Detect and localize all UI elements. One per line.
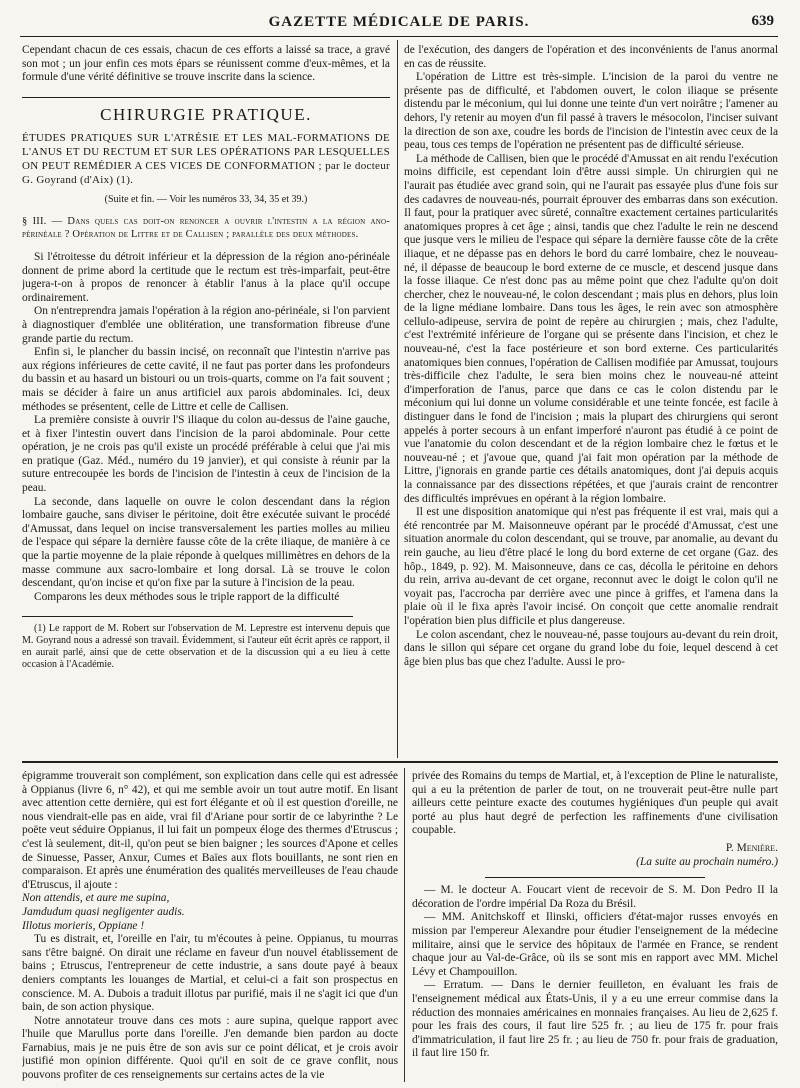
article-subheading: § III. — Dans quels cas doit-on renoncer a ouvrir l'intestin a la région ano-périnéale ? Opération de Littre et de Callisen ; parallèle des deux méthodes.: [22, 215, 390, 240]
article-paragraph: Enfin si, le plancher du bassin incisé, on reconnaît que l'intestin n'arrive pas aux régions inférieures de cette cavité, il ne faut pas porter dans les profondeurs du bassin et au hasard un bistouri ou un trois-quarts, comme on l'a fait souvent ; mais se décider à faire un anus artificiel aux parois abdominales. Ici, deux méthodes se présentent, celle de Littre et celle de Callisen.: [22, 346, 390, 413]
feuilleton-paragraph: épigramme trouverait son complément, son explication dans celle qui est adressée à Oppianus (livre 6, n° 42), et qui me semble avoir un tout autre motif. En lisant avec attention cette dernière, qui est fort élégante et où il est question d'oreille, ne nous viendrait-elle pas en aide, vrai fil d'Ariane pour sortir de ce labyrinthe ? Le poëte veut séduire Oppianus, il lui fait un pompeux éloge des thermes d'Etruscus ; c'est là seulement, dit-il, qu'on peut se bien baigner ; les sources d'Apone et celles de Sinuesse, Passer, Anxur, Cumes et Baïes aux flots bouillants, ne sont rien en comparaison. Et après une énumération des qualités merveilleuses de l'eau chaude d'Etruscus, il ajoute :: [22, 770, 398, 891]
article-paragraph: Comparons les deux méthodes sous le triple rapport de la difficulté: [34, 590, 340, 603]
page-number: 639: [751, 13, 774, 29]
article-paragraph: de l'exécution, des dangers de l'opération et des inconvénients de l'anus anormal en cas de réussite.: [404, 44, 778, 70]
journal-title: GAZETTE MÉDICALE DE PARIS.: [268, 14, 530, 30]
author-signature: P. Menière.: [725, 841, 778, 854]
feuilleton-column-divider: [404, 768, 405, 1082]
intro-paragraph: Cependant chacun de ces essais, chacun de ces efforts a laissé sa trace, a gravé son mot ; un jour enfin ces mots épars se réunissent comme d'eux-mêmes, et la formule d'une vérité définitive se trouve inscrite dans la science.: [22, 44, 390, 84]
section-divider: [22, 97, 390, 98]
article-title: ÉTUDES PRATIQUES SUR L'ATRÉSIE ET LES MAL-FORMATIONS DE L'ANUS ET DU RECTUM ET SUR LES OPÉRATIONS PAR LESQUELLES ON PEUT REMÉDIER A CES VICES DE CONFORMATION ; par le docteur G. Goyrand (d'Aix) (1).: [22, 132, 390, 187]
article-paragraph: L'opération de Littre est très-simple. L'incision de la paroi du ventre ne présente pas de difficulté, et l'abdomen ouvert, le colon iliaque se présente distendu par le méconium, qui lui donne une teinte d'un vert noirâtre ; l'amener au dehors, l'y retenir au moyen d'un fil passé à travers le mésocolon, l'inciser suivant la direction de son axe, coudre les bords de l'incision de l'intestin avec ceux de la peau, tous ces temps de l'opération ne présentent pas de difficulté sérieuse.: [404, 71, 778, 152]
article-paragraph: Il est une disposition anatomique qui n'est pas fréquente il est vrai, mais qui a été rencontrée par M. Maisonneuve opérant par le procédé d'Amussat, c'est une situation anormale du colon descendant, qui se trouve, par anomalie, au devant du rein gauche, au lieu d'être placé le long du bord externe de cet organe (Gaz. des hôp., 1849, p. 92). M. Maisonneuve, dans ce cas, décolla le péritoine en dehors du rein, arriva au-devant de cet organe, reconnut avec le doigt le colon qu'il ne voyait pas, l'accrocha par derrière avec une pince à griffes, et l'amena dans la plaie où il le fixa après l'avoir incisé. On conçoit que cette anomalie rendrait l'opération bien plus difficile et plus dangereuse.: [404, 506, 778, 627]
article-paragraph: La méthode de Callisen, bien que le procédé d'Amussat en ait rendu l'exécution moins difficile, est cependant loin d'être aussi simple. Un chirurgien qui ne l'aurait pas étudiée avec grand soin, qui ne l'aurait pas essayée plus d'une fois sur des cadavres de nouveau-nés, pourrait éprouver des embarras dans son exécution. Il faut, pour la pratiquer avec sûreté, connaître exactement certaines particularités anatomiques propres à cet âge ; ainsi, tandis que chez l'adulte le rein ne descend que jusque vers le milieu de l'espace qui sépare la dernière fausse côte de la crête iliaque, et ne dépasse pas en dehors le bord du carré lombaire, chez le nouveau-né, il dépasse de beaucoup le bord externe de ce muscle, et descend jusque dans la fosse iliaque. Ce n'est donc pas au même point que chez l'adulte qu'on doit chercher, chez le nouveau-né, le colon descendant ; mais plus en dehors, plus loin de la ligne médiane lombaire. Dans tous les âges, le rein avec son atmosphère cellulo-adipeuse, servira de point de repère au chirurgien ; mais, chez l'adulte, c'est l'extrémité inférieure de l'organe qui se présente dans l'incision, et chez le nouveau-né, c'est la face postérieure et son bord externe. Ces particularités anatomiques bien connues, l'opération de Callisen modifiée par Amussat, toujours très-difficile chez l'adulte, le sera bien moins chez le nouveau-né atteint d'imperforation de l'anus, parce que dans ce cas le colon distendu par le méconium qui lui donne un volume considérable et une teinte foncée, est facile à distinguer dans le fond de l'incision ; mais la plupart des chirurgiens qui seront appelés à porter secours à un enfant imperforé n'auront pas étudié à ce point de vue l'anatomie du colon descendant et de la région lombaire chez le fœtus et le nouveau-né ; et j'avoue que, quand j'ai fait mon opération par la méthode de Littre, j'ignorais en grande partie ces détails anatomiques, dont j'ai depuis acquis la connaissance par des dissections répétées, et que j'aurais craint de rencontrer des difficultés imprévues en opérant à la région lombaire.: [404, 152, 778, 505]
article-continuation-note: (Suite et fin. — Voir les numéros 33, 34, 35 et 39.): [104, 194, 308, 206]
feuilleton-divider: [22, 761, 778, 763]
article-paragraph: Si l'étroitesse du détroit inférieur et la dépression de la région ano-périnéale donnent de prime abord la certitude que le rectum est très-imparfait, peut-être jugera-t-on à propos de renoncer à établir l'anus à la place qu'il occupe ordinairement.: [22, 250, 390, 304]
top-left-column: [22, 44, 390, 724]
feuilleton-paragraph: privée des Romains du temps de Martial, et, à l'exception de Pline le naturaliste, qui a eu la prétention de parler de tout, on ne trouverait peut-être nulle part ailleurs cette peinture exacte des coutumes hygiéniques d'un peuple qui avait porté au plus haut degré de perfection les raffinements d'une civilisation coupable.: [412, 770, 778, 837]
article-paragraph: On n'entreprendra jamais l'opération à la région ano-périnéale, si l'on parvient à diagnostiquer d'emblée une oblitération, une transformation fibreuse d'une grande partie du rectum.: [22, 305, 390, 345]
news-item: — MM. Anitchskoff et Ilinski, officiers d'état-major russes envoyés en mission par l'empereur Alexandre pour étudier l'enseignement de la médecine militaire, ainsi que le service des hôpitaux de l'armée en France, se rendent chaque jour au Val-de-Grâce, où ils se sont mis en rapport avec MM. Michel Lévy et Champouillon.: [412, 911, 778, 978]
latin-verse-line: Illotus morieris, Oppiane !: [22, 919, 145, 932]
article-paragraph: La seconde, dans laquelle on ouvre le colon descendant dans la région lombaire gauche, sans diviser le péritoine, doit être exécutée suivant le procédé d'Amussat, dans lequel on incise transversalement les parties molles au milieu de l'espace qui sépare la dernière fausse côte de la crête iliaque, de manière à ce que la partie moyenne de la plaie réponde à quelques millimètres en dehors de la masse commune aux sacro-lombaire et long dorsal. Là se trouve le colon descendant, qu'on incise et qu'on fixe par la suture à l'incision de la peau.: [22, 495, 390, 590]
feuilleton-right-column: [412, 770, 778, 1082]
footnote-divider: [22, 616, 353, 617]
article-paragraph: La première consiste à ouvrir l'S iliaque du colon au-dessus de l'aine gauche, et à fixer l'intestin ouvert dans l'incision de la paroi abdominale. Pour cette opération, je ne crois pas qu'il existe un procédé préférable à celui que j'ai mis en pratique (Gaz. Méd., numéro du 19 janvier), et qui consiste à réunir par la suture entrecoupée les bords de l'incision de l'intestin à ceux de l'incision de la peau.: [22, 414, 390, 495]
feuilleton-paragraph: Tu es distrait, et, l'oreille en l'air, tu m'écoutes à peine. Oppianus, tu mourras sans t'être baigné. On dirait une réclame en faveur d'un nouvel établissement de bains ; Etruscus, l'entrepreneur de cette industrie, a sans doute payé à beaux deniers comptants les louanges de Martial, et celui-ci a fait son prospectus en conscience. M. A. Dubois a traduit illotus par purifié, mais il ne s'agit ici que d'un bain, de son action physique.: [22, 933, 398, 1014]
section-title: CHIRURGIE PRATIQUE.: [100, 104, 312, 124]
news-item: — Erratum. — Dans le dernier feuilleton, en évaluant les frais de l'enseignement médical aux États-Unis, il y a eu une erreur commise dans la réduction des monnaies américaines en monnaies françaises. Au lieu de 2,625 f. pour les frais des cours, il faut lire 525 fr. ; au lieu de 175 fr. pour frais d'immatriculation, il faut lire 25 fr. ; au lieu de 750 fr. pour frais de graduation, il faut lire 150 fr.: [412, 979, 778, 1060]
footnote: (1) Le rapport de M. Robert sur l'observation de M. Leprestre est intervenu depuis que M. Goyrand nous a adressé son travail. Évidemment, si l'auteur eût écrit après ce rapport, il en aurait parlé, ainsi que de cette observation et de la discussion qui a eu lieu à cette occasion à l'Académie.: [22, 623, 390, 671]
news-divider: [485, 877, 705, 878]
top-right-column: [404, 44, 778, 756]
feuilleton-left-column: [22, 770, 398, 1082]
article-paragraph: Le colon ascendant, chez le nouveau-né, passe toujours au-devant du rein droit, dans le sillon qui sépare cet organe du grand lobe du foie, lequel descend à cet âge bien plus bas que chez l'adulte. Aussi le pro-: [404, 628, 778, 668]
feuilleton-paragraph: Notre annotateur trouve dans ces mots : aure supina, quelque rapport avec l'huile que Marullus porte dans l'oreille. J'en demande bien pardon au docte Farnabius, mais je ne puis être de son avis sur ce point délicat, et je crois avoir justifié mon opinion différente. Quoi qu'il en soit de ce grave conflit, nous pouvons profiter de ces renseignements sur certains actes de la vie: [22, 1014, 398, 1082]
latin-verse-line: Jamdudum quasi negligenter audis.: [22, 905, 185, 918]
continued-note: (La suite au prochain numéro.): [636, 855, 778, 868]
page-header: [20, 10, 778, 37]
news-item: — M. le docteur A. Foucart vient de recevoir de S. M. Don Pedro II la décoration de l'ordre impérial Da Roza du Brésil.: [412, 884, 778, 910]
column-divider: [397, 40, 398, 758]
latin-verse-line: Non attendis, et aure me supina,: [22, 892, 170, 905]
